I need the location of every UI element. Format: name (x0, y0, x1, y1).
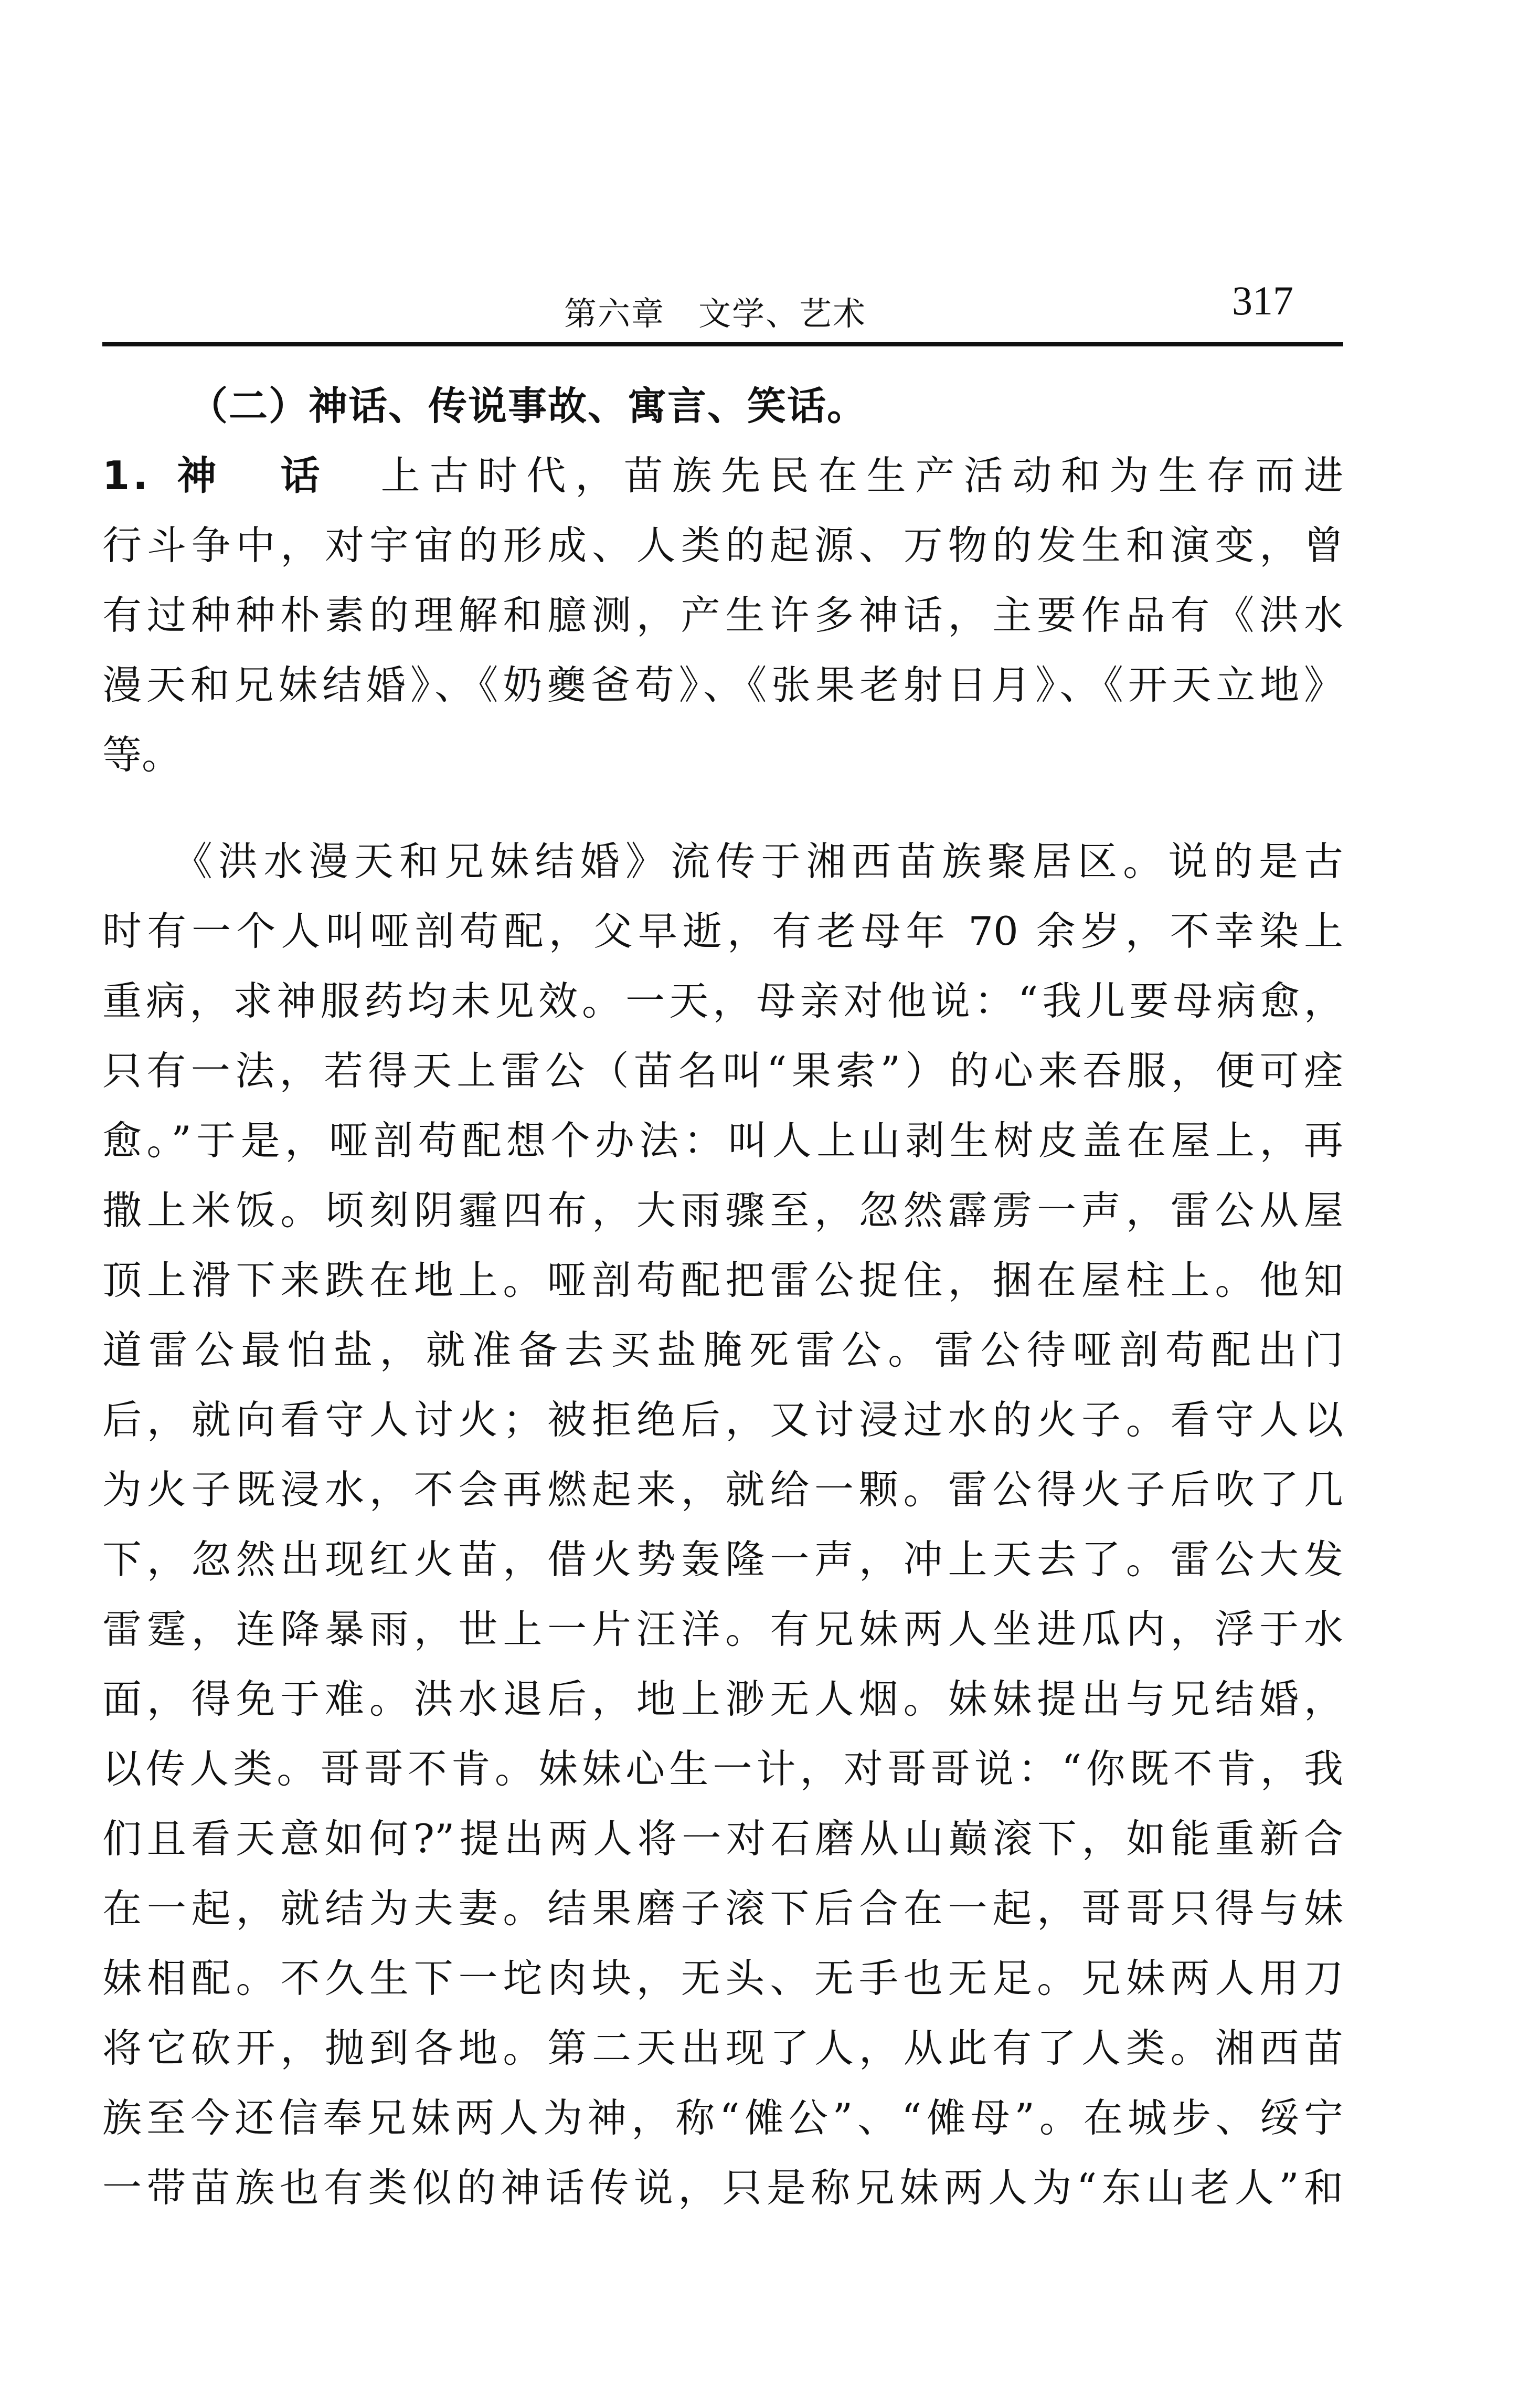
running-head (102, 273, 1341, 331)
paragraph-line: 在一起，就结为夫妻。结果磨子滚下后合在一起，哥哥只得与妹 (102, 1885, 1343, 1932)
paragraph-line: 撒上米饭。顷刻阴霾四布，大雨骤至，忽然霹雳一声，雷公从屋 (102, 1187, 1343, 1233)
paragraph-line: 《洪水漫天和兄妹结婚》流传于湘西苗族聚居区。说的是古 (102, 838, 1343, 884)
paragraph-line: 以传人类。哥哥不肯。妹妹心生一计，对哥哥说：“你既不肯，我 (102, 1746, 1343, 1792)
page-number: 317 (1232, 278, 1293, 323)
paragraph-line: 有过种种朴素的理解和臆测，产生许多神话，主要作品有《洪水 (102, 592, 1343, 638)
paragraph-line: 行斗争中，对宇宙的形成、人类的起源、万物的发生和演变，曾 (102, 522, 1343, 568)
paragraph-line: 等。 (102, 732, 182, 778)
paragraph-line: 只有一法，若得天上雷公（苗名叫“果索”）的心来吞服，便可痊 (102, 1048, 1343, 1094)
paragraph-line: 道雷公最怕盐，就准备去买盐腌死雷公。雷公待哑剖苟配出门 (102, 1327, 1343, 1373)
paragraph-line: 后，就向看守人讨火；被拒绝后，又讨浸过水的火子。看守人以 (102, 1397, 1343, 1443)
header-rule (102, 342, 1343, 346)
paragraph-line: 妹相配。不久生下一坨肉块，无头、无手也无足。兄妹两人用刀 (102, 1955, 1343, 2001)
paragraph-line: 一带苗族也有类似的神话传说，只是称兄妹两人为“东山老人”和 (102, 2165, 1343, 2211)
subhead-myth: 1. 神 话 (102, 452, 333, 499)
paragraph-line: 雷霆，连降暴雨，世上一片汪洋。有兄妹两人坐进瓜内，浮于水 (102, 1606, 1343, 1652)
paragraph-line: 们且看天意如何?”提出两人将一对石磨从山巅滚下，如能重新合 (102, 1816, 1343, 1862)
paragraph-line: 重病，求神服药均未见效。一天，母亲对他说：“我儿要母病愈， (102, 978, 1343, 1024)
paragraph-line: 1. 神 话 上古时代，苗族先民在生产活动和为生存而进 (102, 452, 1343, 499)
paragraph-gap (102, 790, 1343, 827)
paragraph-line: 族至今还信奉兄妹两人为神，称“傩公”、“傩母”。在城步、绥宁 (102, 2095, 1343, 2141)
paragraph-line: 时有一个人叫哑剖苟配，父早逝，有老母年 70 余岁，不幸染上 (102, 908, 1343, 954)
paragraph-line: 漫天和兄妹结婚》、《奶夔爸苟》、《张果老射日月》、《开天立地》 (102, 662, 1343, 708)
chapter-title: 第六章 文学、艺术 (564, 294, 867, 333)
paragraph-line: 将它砍开，抛到各地。第二天出现了人，从此有了人类。湘西苗 (102, 2025, 1343, 2071)
paragraph-line: 愈。”于是，哑剖苟配想个办法：叫人上山剥生树皮盖在屋上，再 (102, 1117, 1343, 1164)
section-heading: （二）神话、传说事故、寓言、笑话。 (189, 384, 867, 429)
body-text (102, 441, 1343, 2223)
paragraph-line: 顶上滑下来跌在地上。哑剖苟配把雷公捉住，捆在屋柱上。他知 (102, 1257, 1343, 1303)
paragraph-line: 下，忽然出现红火苗，借火势轰隆一声，冲上天去了。雷公大发 (102, 1536, 1343, 1582)
paragraph-line: 面，得免于难。洪水退后，地上渺无人烟。妹妹提出与兄结婚， (102, 1676, 1343, 1722)
paragraph-line: 为火子既浸水，不会再燃起来，就给一颗。雷公得火子后吹了几 (102, 1466, 1343, 1513)
